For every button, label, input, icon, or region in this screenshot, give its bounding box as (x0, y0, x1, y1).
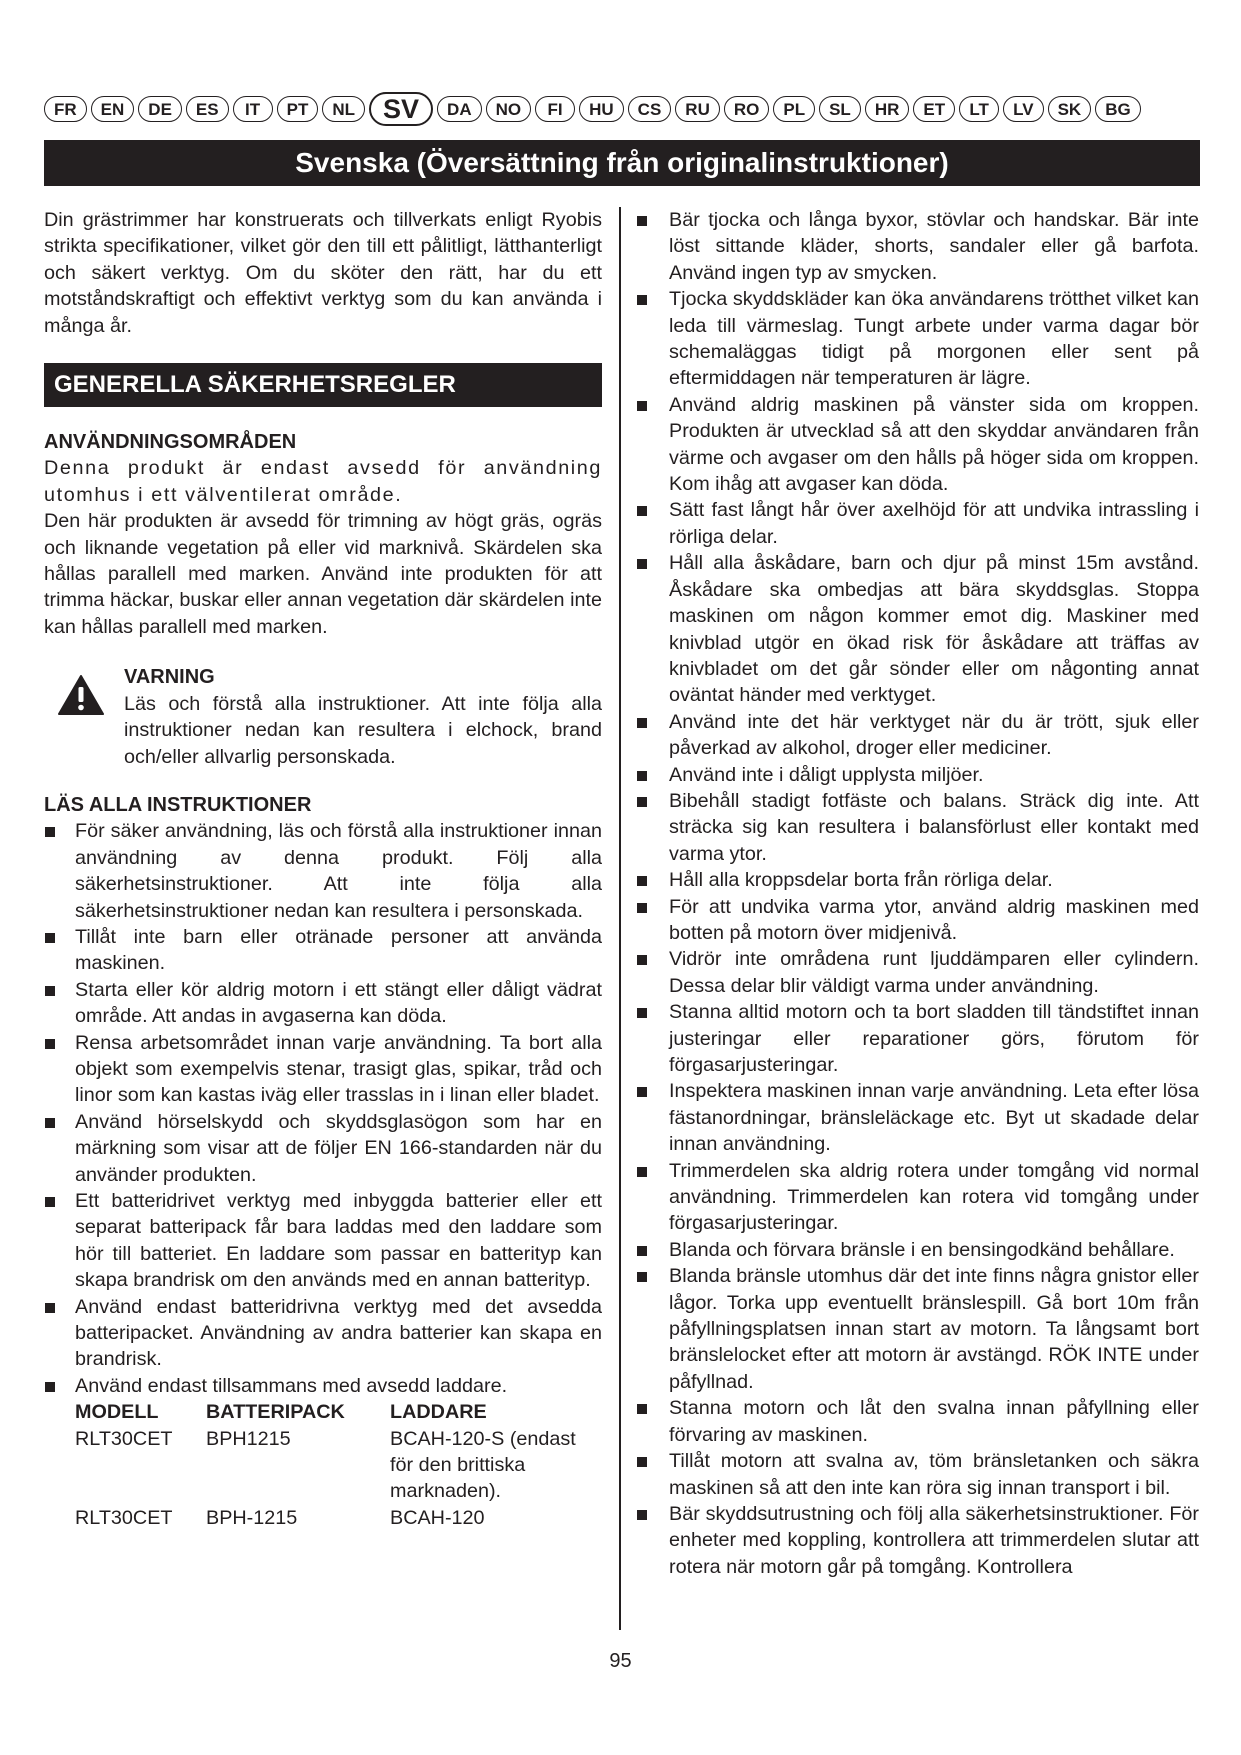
list-item: Tillåt motorn att svalna av, töm bränsletanken och säkra maskinen så att den inte kan röra sig innan transport i bil. (636, 1448, 1199, 1501)
list-item: Använd aldrig maskinen på vänster sida om kroppen. Produkten är utvecklad så att den skyddar användaren från värme och avgaser om den hålls på höger sida om kroppen. Kom ihåg att avgaser kan döda. (636, 392, 1199, 498)
page-number: 95 (609, 1650, 632, 1672)
language-selector (44, 94, 1204, 124)
list-item: Blanda och förvara bränsle i en bensingodkänd behållare. (636, 1237, 1199, 1263)
language-tab-et[interactable]: ET (913, 96, 955, 122)
list-item: Håll alla kroppsdelar borta från rörliga delar. (636, 867, 1199, 893)
list-item: Stanna motorn och låt den svalna innan påfyllning eller förvaring av maskinen. (636, 1395, 1199, 1448)
table-cell: BPH1215 (206, 1427, 291, 1450)
list-item: Bär tjocka och långa byxor, stövlar och handskar. Bär inte löst sittande kläder, shorts, sandaler eller gå barfota. Använd ingen typ av smycken. (636, 207, 1199, 286)
language-tab-de[interactable]: DE (138, 96, 182, 122)
language-tab-en[interactable]: EN (91, 96, 135, 122)
list-item: För att undvika varma ytor, använd aldrig maskinen med botten på motorn över midjenivå. (636, 894, 1199, 947)
table-header-battery: BATTERIPACK (206, 1401, 345, 1424)
table-row (75, 1505, 595, 1531)
list-item: Använd inte i dåligt upplysta miljöer. (636, 762, 1199, 788)
list-item: Håll alla åskådare, barn och djur på minst 15m avstånd. Åskådare ska ombedjas att bära skyddsglas. Stoppa maskinen om någon kommer emot dig. Maskiner med knivblad utgör en ökad risk för åskådare att träffas av knivbladet om det går sönder eller om någonting annat oväntat händer med verktyget. (636, 550, 1199, 708)
table-cell: RLT30CET (75, 1506, 173, 1529)
usage-heading: ANVÄNDNINGSOMRÅDEN (44, 431, 297, 454)
warning-heading: VARNING (124, 666, 215, 689)
list-item: Rensa arbetsområdet innan varje användning. Ta bort alla objekt som exempelvis stenar, trasigt glas, spikar, tråd och linor som kan kastas iväg eller trasslas in i linan eller bladet. (44, 1030, 602, 1109)
list-item: För säker användning, läs och förstå alla instruktioner innan användning av denna produkt. Följ alla säkerhetsinstruktioner. Att inte följa alla säkerhetsinstruktioner nedan kan resultera i personskada. (44, 818, 602, 924)
list-item: Trimmerdelen ska aldrig rotera under tomgång vid normal användning. Trimmerdelen kan rotera vid tomgång under förgasarjusteringar. (636, 1158, 1199, 1237)
list-item: Ett batteridrivet verktyg med inbyggda batterier eller ett separat batteripack får bara laddas med den laddare som hör till batteriet. En laddare som passar en batterityp kan skapa brandrisk om den används med en annan batterityp. (44, 1188, 602, 1294)
language-tab-fi[interactable]: FI (535, 96, 575, 122)
language-tab-cs[interactable]: CS (628, 96, 672, 122)
list-item: Stanna alltid motorn och ta bort sladden till tändstiftet innan justeringar eller reparationer görs, förutom för förgasarjusteringar. (636, 999, 1199, 1078)
language-tab-hu[interactable]: HU (579, 96, 624, 122)
warning-text: Läs och förstå alla instruktioner. Att inte följa alla instruktioner nedan kan resultera i elchock, brand och/eller allvarlig personskada. (124, 692, 602, 768)
list-item: Använd endast tillsammans med avsedd laddare. (44, 1373, 602, 1399)
list-item: Bär skyddsutrustning och följ alla säkerhetsinstruktioner. För enheter med koppling, kontrollera att trimmerdelen slutar att rotera när motorn går på tomgång. Kontrollera (636, 1501, 1199, 1580)
list-item: Blanda bränsle utomhus där det inte finns några gnistor eller lågor. Torka upp eventuellt bränslespill. Gå bort 10m från påfyllningsplatsen innan start av motorn. Ta långsamt bort bränslelocket efter att motorn är avstängd. RÖK INTE under påfyllnad. (636, 1263, 1199, 1395)
table-cell: BCAH-120-S (endast för den brittiska marknaden). (390, 1427, 576, 1503)
language-tab-hr[interactable]: HR (865, 96, 910, 122)
table-row (75, 1426, 595, 1505)
language-tab-ro[interactable]: RO (724, 96, 770, 122)
language-tab-es[interactable]: ES (186, 96, 229, 122)
list-item: Tillåt inte barn eller otränade personer att använda maskinen. (44, 924, 602, 977)
instructions-heading: LÄS ALLA INSTRUKTIONER (44, 793, 312, 816)
list-item: Använd hörselskydd och skyddsglasögon som har en märkning som visar att de följer EN 166-standarden när du använder produkten. (44, 1109, 602, 1188)
list-item: Inspektera maskinen innan varje användning. Leta efter lösa fästanordningar, bränsleläckage etc. Byt ut skadade delar innan användning. (636, 1078, 1199, 1157)
warning-box (44, 664, 602, 770)
list-item: Tjocka skyddskläder kan öka användarens trötthet vilket kan leda till värmeslag. Tungt arbete under varma dagar bör schemaläggas tidigt på morgonen eller sent på eftermiddagen när temperaturen är lägre. (636, 286, 1199, 392)
left-column (44, 207, 602, 1531)
list-item: Bibehåll stadigt fotfäste och balans. Sträck dig inte. Att sträcka sig kan resultera i balansförlust eller kontakt med varma ytor. (636, 788, 1199, 867)
models-table (75, 1399, 595, 1531)
language-tab-pt[interactable]: PT (277, 96, 319, 122)
language-tab-sv[interactable]: SV (369, 92, 433, 126)
list-item: Vidrör inte områdena runt ljuddämparen eller cylindern. Dessa delar blir väldigt varma under användning. (636, 946, 1199, 999)
section-title: GENERELLA SÄKERHETSREGLER (44, 363, 602, 407)
list-item: Använd endast batteridrivna verktyg med det avsedda batteripacket. Användning av andra batterier kan skapa en brandrisk. (44, 1294, 602, 1373)
table-cell: RLT30CET (75, 1427, 173, 1450)
language-tab-pl[interactable]: PL (773, 96, 815, 122)
language-tab-da[interactable]: DA (437, 96, 482, 122)
language-tab-no[interactable]: NO (486, 96, 532, 122)
usage-paragraph-2: Den här produkten är avsedd för trimning av högt gräs, ogräs och liknande vegetation på eller vid marknivå. Skärdelen ska hållas parallell med marken. Använd inte produkten för att trimma häckar, buskar eller annan vegetation där skärdelen inte kan hållas parallell med marken. (44, 510, 602, 638)
list-item: Starta eller kör aldrig motorn i ett stängt eller dåligt vädrat område. Att andas in avgaserna kan döda. (44, 977, 602, 1030)
page-title: Svenska (Översättning från originalinstruktioner) (44, 140, 1200, 186)
instructions-list (44, 818, 602, 1399)
list-item: Använd inte det här verktyget när du är trött, sjuk eller påverkad av alkohol, droger eller mediciner. (636, 709, 1199, 762)
safety-list (636, 207, 1199, 1580)
column-divider (619, 207, 621, 1630)
language-tab-fr[interactable]: FR (44, 96, 87, 122)
warning-triangle-icon (44, 664, 124, 770)
list-item: Sätt fast långt hår över axelhöjd för att undvika intrassling i rörliga delar. (636, 497, 1199, 550)
usage-paragraph-1: Denna produkt är endast avsedd för användning utomhus i ett välventilerat område. (44, 457, 602, 506)
language-tab-nl[interactable]: NL (322, 96, 365, 122)
language-tab-lt[interactable]: LT (959, 96, 999, 122)
intro-paragraph: Din grästrimmer har konstruerats och tillverkats enligt Ryobis strikta specifikationer, vilket gör den till ett pålitligt, lätthanterligt och säkert verktyg. Om du sköter den rätt, har du ett motståndskraftigt och effektivt verktyg som du kan använda i många år. (44, 209, 602, 337)
language-tab-sk[interactable]: SK (1048, 96, 1092, 122)
table-header-model: MODELL (75, 1401, 159, 1424)
table-header-charger: LADDARE (390, 1401, 487, 1424)
language-tab-bg[interactable]: BG (1095, 96, 1141, 122)
table-cell: BPH-1215 (206, 1506, 298, 1529)
right-column (636, 207, 1199, 1580)
language-tab-sl[interactable]: SL (819, 96, 861, 122)
language-tab-ru[interactable]: RU (675, 96, 720, 122)
language-tab-lv[interactable]: LV (1003, 96, 1043, 122)
table-cell: BCAH-120 (390, 1506, 485, 1529)
language-tab-it[interactable]: IT (233, 96, 273, 122)
